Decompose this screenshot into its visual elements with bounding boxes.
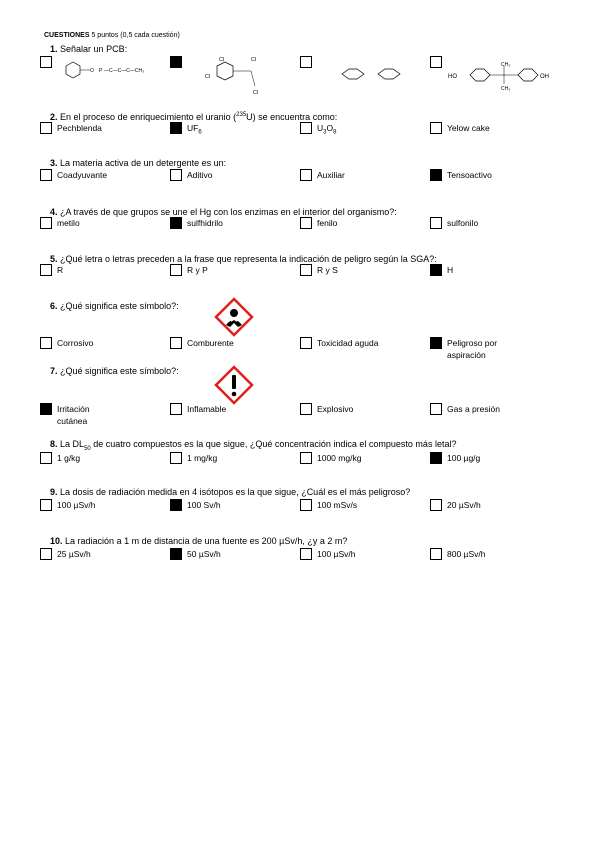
q4-option-1-checkbox[interactable] (40, 217, 52, 229)
q4-option-2-checkbox[interactable] (170, 217, 182, 229)
cl-label: Cl (253, 90, 259, 96)
q7-option-1-checkbox[interactable] (40, 403, 52, 415)
cl-label: Cl (251, 57, 257, 63)
question-number: 1. (50, 44, 58, 54)
formula-text: U (317, 123, 324, 133)
cl-label: Cl (219, 57, 225, 63)
q4-option-2-label: sulfhidrilo (187, 218, 223, 228)
q4-option-4-checkbox[interactable] (430, 217, 442, 229)
q3-option-3-checkbox[interactable] (300, 169, 312, 181)
question-number: 9. (50, 487, 58, 497)
q9-option-4-label: 20 µSv/h (447, 500, 481, 510)
q6-option-4-checkbox[interactable] (430, 337, 442, 349)
question-1 (50, 44, 127, 54)
formula-text: O (326, 123, 334, 133)
q6-option-2-label: Comburente (187, 338, 234, 348)
oh-label: OH (540, 74, 549, 80)
q3-option-2-label: Aditivo (187, 170, 213, 180)
question-text: La dosis de radiación medida en 4 isótopos es la que sigue, ¿Cuál es el más peligroso? (60, 487, 411, 497)
q9-option-1-label: 100 µSv/h (57, 500, 96, 510)
q9-option-3-checkbox[interactable] (300, 499, 312, 511)
question-8 (50, 439, 456, 452)
q4-option-4-label: sulfonilo (447, 218, 479, 228)
q8-option-1-checkbox[interactable] (40, 452, 52, 464)
exclamation-mark-pictogram-icon (214, 365, 254, 405)
question-number: 10. (50, 536, 63, 546)
benzene-ring (378, 69, 400, 79)
q10-option-2-checkbox[interactable] (170, 548, 182, 560)
formula-sub: 3 (323, 129, 327, 136)
q7-option-3-label: Explosivo (317, 404, 354, 414)
q10-option-3-checkbox[interactable] (300, 548, 312, 560)
q9-option-2-label: 100 Sv/h (187, 500, 221, 510)
q10-option-1-label: 25 µSv/h (57, 549, 91, 559)
question-text: En el proceso de enriquecimiento el uranio ( (60, 112, 237, 122)
q2-option-4-checkbox[interactable] (430, 122, 442, 134)
question-text: La DL (60, 439, 85, 449)
question-number: 4. (50, 207, 58, 217)
q1-option-1-checkbox[interactable] (40, 56, 52, 68)
question-number: 7. (50, 366, 58, 376)
header-subtitle: 5 puntos (0,5 cada cuestión) (91, 32, 180, 39)
question-text: ¿Qué significa este símbolo?: (60, 301, 179, 311)
q10-option-3-label: 100 µSv/h (317, 549, 356, 559)
question-7 (50, 366, 179, 376)
formula-sub: 8 (333, 129, 337, 136)
q5-option-2-checkbox[interactable] (170, 264, 182, 276)
q8-option-3-checkbox[interactable] (300, 452, 312, 464)
q7-option-2-label: Inflamable (187, 404, 227, 414)
q6-option-1-checkbox[interactable] (40, 337, 52, 349)
q1-structure-organophosphate-icon (56, 58, 166, 88)
q5-option-4-checkbox[interactable] (430, 264, 442, 276)
question-number: 6. (50, 301, 58, 311)
q7-option-1-label: Irritación (57, 404, 90, 414)
q5-option-4-label: H (447, 265, 454, 275)
q4-option-3-label: fenilo (317, 218, 338, 228)
q6-option-3-label: Toxicidad aguda (317, 338, 379, 348)
question-text-end: de cuatro compuestos es la que sigue, ¿Qué concentración indica el compuesto más letal? (90, 439, 457, 449)
q1-structure-dichloro-icon (205, 56, 275, 96)
ld-subscript: 50 (84, 445, 91, 452)
q3-option-4-label: Tensoactivo (447, 170, 492, 180)
ho-label: HO (448, 74, 457, 80)
q4-option-1-label: metilo (57, 218, 80, 228)
q10-option-1-checkbox[interactable] (40, 548, 52, 560)
q7-option-3-checkbox[interactable] (300, 403, 312, 415)
q1-structure-bisphenol-icon (448, 58, 558, 92)
q9-option-4-checkbox[interactable] (430, 499, 442, 511)
q5-option-3-checkbox[interactable] (300, 264, 312, 276)
o-label: O (90, 68, 94, 74)
question-number: 5. (50, 254, 58, 264)
q5-option-3-label: R y S (317, 265, 338, 275)
q10-option-4-checkbox[interactable] (430, 548, 442, 560)
q8-option-3-label: 1000 mg/kg (317, 453, 362, 463)
question-number: 8. (50, 439, 58, 449)
q5-option-1-label: R (57, 265, 64, 275)
question-5 (50, 254, 437, 264)
q10-option-2-label: 50 µSv/h (187, 549, 221, 559)
q5-option-1-checkbox[interactable] (40, 264, 52, 276)
q2-option-4-label: Yelow cake (447, 123, 490, 133)
question-number: 2. (50, 112, 58, 122)
q9-option-1-checkbox[interactable] (40, 499, 52, 511)
question-text: ¿A través de que grupos se une el Hg con los enzimas en el interior del organismo?: (60, 207, 397, 217)
q2-option-1-label: Pechblenda (57, 123, 102, 133)
benzene-ring (217, 62, 233, 80)
question-text: ¿Qué letra o letras preceden a la frase que representa la indicación de peligro según la SGA?: (60, 254, 437, 264)
q8-option-2-checkbox[interactable] (170, 452, 182, 464)
q3-option-1-label: Coadyuvante (57, 170, 108, 180)
q6-option-4-label: aspiración (447, 350, 486, 360)
q2-option-2-checkbox[interactable] (170, 122, 182, 134)
q6-option-4-label: Peligroso por (447, 338, 498, 348)
question-4 (50, 207, 397, 217)
bond (251, 71, 255, 86)
q1-structure-biphenyl-icon (340, 64, 410, 88)
q1-option-2-checkbox[interactable] (170, 56, 182, 68)
q5-option-2-label: R y P (187, 265, 208, 275)
p-label: P (99, 68, 103, 74)
isotope-superscript: 235 (236, 112, 247, 118)
question-2 (50, 112, 337, 122)
q7-option-4-label: Gas a presión (447, 404, 500, 414)
header (44, 32, 180, 39)
question-text: La materia activa de un detergente es un: (60, 158, 227, 168)
question-text: ¿Qué significa este símbolo?: (60, 366, 179, 376)
q8-option-4-checkbox[interactable] (430, 452, 442, 464)
question-text-end: U) se encuentra como: (246, 112, 338, 122)
q6-option-3-checkbox[interactable] (300, 337, 312, 349)
cl-label: Cl (205, 74, 211, 80)
q8-option-4-label: 100 µg/g (447, 453, 481, 463)
q10-option-4-label: 800 µSv/h (447, 549, 486, 559)
q7-option-4-checkbox[interactable] (430, 403, 442, 415)
question-9 (50, 487, 410, 497)
question-6 (50, 301, 179, 311)
q2-option-2-label (187, 123, 202, 139)
q7-option-1-label: cutánea (57, 416, 88, 426)
q9-option-2-checkbox[interactable] (170, 499, 182, 511)
benzene-ring (342, 69, 364, 79)
q6-option-1-label: Corrosivo (57, 338, 94, 348)
q6-option-2-checkbox[interactable] (170, 337, 182, 349)
q2-option-3-label (317, 123, 336, 139)
q8-option-2-label: 1 mg/kg (187, 453, 218, 463)
q3-option-3-label: Auxiliar (317, 170, 345, 180)
q9-option-3-label: 100 mSv/s (317, 500, 358, 510)
q3-option-4-checkbox[interactable] (430, 169, 442, 181)
question-3 (50, 158, 226, 168)
q2-option-3-checkbox[interactable] (300, 122, 312, 134)
q3-option-2-checkbox[interactable] (170, 169, 182, 181)
ch3-label: CH₃ (501, 86, 511, 92)
q1-option-4-checkbox[interactable] (430, 56, 442, 68)
question-number: 3. (50, 158, 58, 168)
header-title: CUESTIONES (44, 32, 90, 39)
ch3-label: CH₃ (501, 62, 511, 68)
q1-option-3-checkbox[interactable] (300, 56, 312, 68)
q4-option-3-checkbox[interactable] (300, 217, 312, 229)
q3-option-1-checkbox[interactable] (40, 169, 52, 181)
q7-option-2-checkbox[interactable] (170, 403, 182, 415)
question-10 (50, 536, 347, 546)
benzene-ring (66, 62, 80, 78)
question-text: Señalar un PCB: (60, 44, 128, 54)
q2-option-1-checkbox[interactable] (40, 122, 52, 134)
q8-option-1-label: 1 g/kg (57, 453, 81, 463)
question-text: La radiación a 1 m de distancia de una fuente es 200 µSv/h, ¿y a 2 m? (65, 536, 348, 546)
chain-label: —C—C—C—CH₃ (104, 68, 145, 74)
health-hazard-pictogram-icon (214, 297, 254, 337)
formula-text: UF (187, 123, 199, 133)
benzene-ring (470, 69, 490, 81)
benzene-ring (518, 69, 538, 81)
formula-sub: 6 (198, 129, 202, 136)
